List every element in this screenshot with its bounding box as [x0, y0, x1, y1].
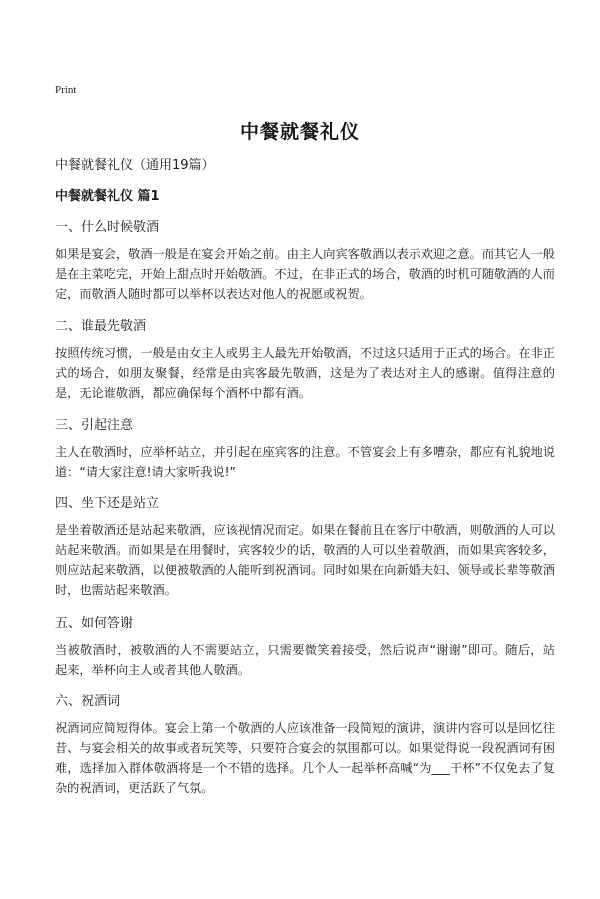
print-label: Print: [55, 84, 77, 96]
article-heading: 中餐就餐礼仪 篇1: [55, 189, 160, 204]
section-heading-4: 四、坐下还是站立: [55, 496, 160, 511]
section-paragraph-6: 祝酒词应简短得体。宴会上第一个敬酒的人应该准备一段简短的演讲，演讲内容可以是回忆往昔、与宴会相关的故事或者玩笑等，只要符合宴会的氛围都可以。如果觉得说一段祝酒词有困难，选择加入群体敬酒将是一个不错的选择。几个人一起举杯高喊“为___干杯”不仅免去了复杂的祝酒词，更活跃了气氛。: [55, 721, 555, 795]
section-paragraph-4: 是坐着敬酒还是站起来敬酒，应该视情况而定。如果在餐前且在客厅中敬酒，则敬酒的人可以站起来敬酒。而如果是在用餐时，宾客较少的话，敬酒的人可以坐着敬酒，而如果宾客较多，则应站起来敬酒，以便被敬酒的人能听到祝酒词。同时如果在向新婚夫妇、领导或长辈等敬酒时，也需站起来敬酒。: [55, 523, 555, 597]
document-subtitle: 中餐就餐礼仪（通用19篇）: [55, 158, 215, 173]
section-heading-1: 一、什么时候敬酒: [55, 220, 160, 235]
section-heading-3: 三、引起注意: [55, 418, 134, 433]
section-heading-6: 六、祝酒词: [55, 694, 121, 709]
section-heading-5: 五、如何答谢: [55, 616, 134, 631]
section-paragraph-5: 当被敬酒时，被敬酒的人不需要站立，只需要微笑着接受，然后说声“谢谢”即可。随后，站起来，举杯向主人或者其他人敬酒。: [55, 643, 555, 677]
section-paragraph-1: 如果是宴会，敬酒一般是在宴会开始之前。由主人向宾客敬酒以表示欢迎之意。而其它人一般是在主菜吃完，开始上甜点时开始敬酒。不过，在非正式的场合，敬酒的时机可随敬酒的人而定，而敬酒人随时都可以举杯以表达对他人的祝愿或祝贺。: [55, 247, 555, 301]
page-title: 中餐就餐礼仪: [239, 121, 360, 143]
section-heading-2: 二、谁最先敬酒: [55, 319, 147, 334]
section-paragraph-2: 按照传统习惯，一般是由女主人或男主人最先开始敬酒，不过这只适用于正式的场合。在非正式的场合，如朋友聚餐，经常是由宾客最先敬酒，这是为了表达对主人的感谢。值得注意的是，无论谁敬酒，都应确保每个酒杯中都有酒。: [55, 346, 555, 400]
section-paragraph-3: 主人在敬酒时，应举杯站立，并引起在座宾客的注意。不管宴会上有多嘈杂，都应有礼貌地说道：“请大家注意!请大家听我说!”: [55, 445, 555, 479]
